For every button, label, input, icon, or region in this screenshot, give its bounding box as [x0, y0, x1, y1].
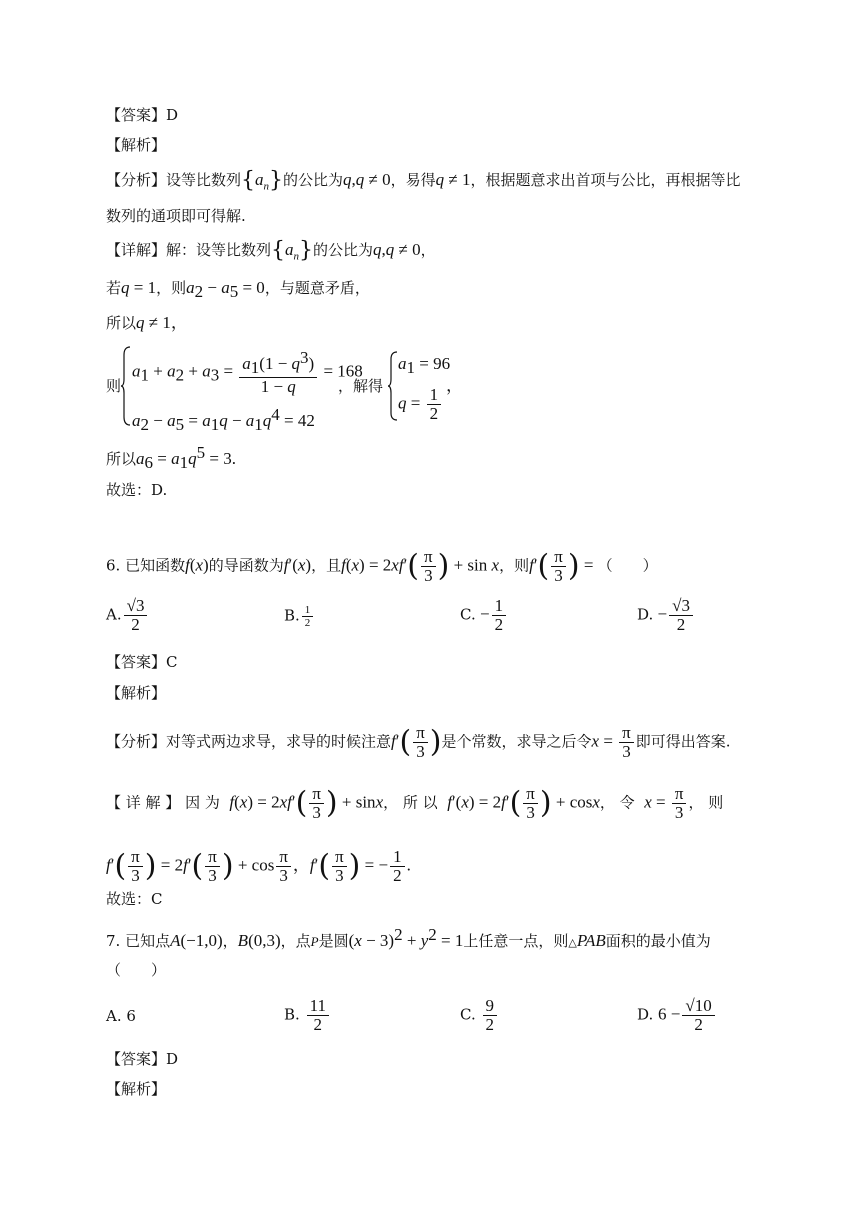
system-label-jiede: ，解得: [338, 377, 384, 395]
analysis-label-7: 【解析】: [106, 1080, 167, 1098]
left-brace-1: [120, 345, 132, 427]
system-label-ze: 则: [106, 377, 122, 395]
detail-6-line1: 【 详 解 】 因 为 f(x) = 2xf′( $\frac{\pi}{3}$ ) + sinx， 所 以 f′(x) = 2f′( $\frac{\pi}{3}$ ) + cosx， 令 x = $\frac{\pi}{3}$ ， 则: [106, 784, 724, 822]
analysis-5-line1: 【分析】设等比数列$\{a_n\}$的公比为q,q ≠ 0，易得q ≠ 1，根据题意求出首项与公比，再根据等比: [106, 168, 741, 193]
question-7-paren: （ ）: [106, 961, 167, 979]
comma-after-solution: ，: [446, 376, 463, 395]
answer-7: 【答案】D: [106, 1050, 179, 1068]
detail-5-result: 所以$a_6 = a_1q^5 = 3$.: [106, 443, 236, 472]
detail-5-line1: 【详解】解：设等比数列$\{a_n\}$的公比为q,q ≠ 0，: [106, 238, 436, 263]
option-7-B: B. $\frac{11}{2}$: [284, 997, 331, 1034]
option-6-A: A. $\frac{√3}{2}$: [106, 597, 149, 634]
detail-5-line3: 所以q ≠ 1，: [106, 313, 188, 332]
choice-6: 故选：C: [106, 890, 163, 908]
system-eq1: $a_1 + a_2 + a_3$ = $\frac{a_1(1 - q^3)}{1 - q}$ = 168: [132, 348, 363, 396]
question-7: 7. 已知点A(−1,0)，B(0,3)，点P是圆$(x - 3)^2 + y^2 = 1$上任意一点，则△PAB面积的最小值为: [106, 925, 711, 950]
option-6-D: D. − $\frac{√3}{2}$: [637, 597, 695, 634]
answer-5: 【答案】D: [106, 106, 179, 124]
analysis-6: 【分析】对等式两边求导，求导的时候注意f′( $\frac{\pi}{3}$ )是个常数，求导之后令x = $\frac{\pi}{3}$ 即可得出答案.: [106, 723, 731, 761]
choice-5: 故选：D.: [106, 481, 168, 499]
question-6: 6. 已知函数f(x)的导函数为f′(x)，且f(x) = 2xf′( $\frac{\pi}{3}$ ) + sin x，则f′( $\frac{\pi}{3}$ ) = （ ）: [106, 547, 658, 585]
analysis-5-line2: 数列的通项即可得解.: [106, 207, 246, 225]
option-6-B: B. $\frac{1}{2}$: [284, 604, 315, 629]
solution-a1: $a_1 = 96$: [398, 354, 451, 377]
analysis-label-6: 【解析】: [106, 684, 167, 702]
detail-5-line2: 若q = 1，则$a_2 - a_5 = 0$，与题意矛盾，: [106, 278, 370, 301]
option-6-C: C. − $\frac{1}{2}$: [460, 597, 508, 634]
solution-q: q = $\frac{1}{2}$: [398, 386, 443, 423]
answer-6: 【答案】C: [106, 653, 178, 671]
option-7-C: C. $\frac{9}{2}$: [460, 997, 499, 1034]
detail-6-line2: f′( $\frac{\pi}{3}$ ) = 2f′( $\frac{\pi}{3}$ ) + cos $\frac{\pi}{3}$ ，f′( $\frac{\pi}{3}$ ) = − $\frac{1}{2}$ .: [106, 847, 411, 885]
system-eq2: $a_2 - a_5 = a_1q - a_1q^4 = 42$: [132, 405, 315, 434]
analysis-label-5: 【解析】: [106, 136, 167, 154]
option-7-A: A. 6: [106, 1007, 136, 1025]
option-7-D: D. 6 − $\frac{√10}{2}$: [637, 997, 717, 1034]
